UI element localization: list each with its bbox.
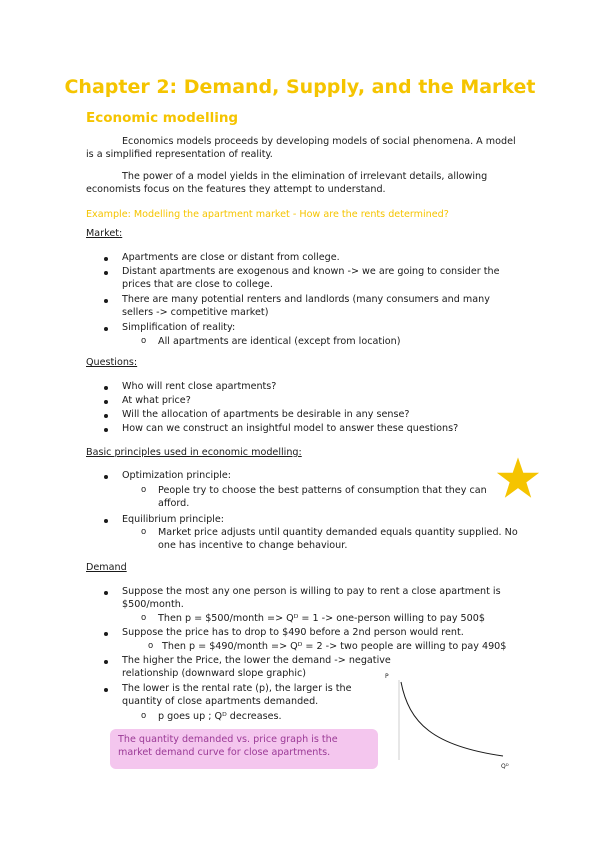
graph-x-label: Qᴰ	[501, 763, 509, 770]
questions-heading: Questions:	[86, 357, 138, 368]
bullet-dot	[104, 400, 108, 404]
bullet-dot	[104, 591, 108, 595]
market-bullet-4: Simplification of reality:	[122, 322, 236, 333]
principle-1-detail: People try to choose the best patterns of consumption that they can afford.	[158, 485, 487, 509]
principles-heading: Basic principles used in economic modelling:	[86, 447, 302, 458]
principle-2-detail: Market price adjusts until quantity demanded equals quantity supplied. No one has incentive to change behaviour.	[158, 527, 518, 551]
demand-curve-line	[401, 682, 503, 756]
principle-1-label: Optimization principle:	[122, 470, 232, 481]
question-4: How can we construct an insightful model to answer these questions?	[122, 423, 459, 434]
demand-curve-callout: The quantity demanded vs. price graph is the market demand curve for close apartments.	[110, 729, 378, 769]
star-icon	[496, 456, 540, 500]
bullet-dot	[104, 519, 108, 523]
bullet-dot	[104, 299, 108, 303]
chapter-title: Chapter 2: Demand, Supply, and the Market	[64, 76, 536, 98]
sub-bullet-marker: o	[141, 711, 147, 721]
question-2: At what price?	[122, 395, 191, 406]
bullet-dot	[104, 414, 108, 418]
sub-bullet-marker: o	[141, 527, 147, 537]
sub-bullet-marker: o	[141, 613, 147, 623]
demand-heading: Demand	[86, 562, 127, 573]
bullet-dot	[104, 257, 108, 261]
question-1: Who will rent close apartments?	[122, 381, 277, 392]
section-heading: Economic modelling	[86, 110, 239, 126]
graph-y-label: P	[385, 673, 389, 680]
bullet-dot	[104, 386, 108, 390]
market-bullet-2: Distant apartments are exogenous and known -> we are going to consider the prices that are close to college.	[122, 266, 500, 290]
bullet-dot	[104, 660, 108, 664]
intro-paragraph-2: The power of a model yields in the elimination of irrelevant details, allowing economists focus on the features they attempt to understand.	[86, 171, 488, 195]
demand-bullet-3: The higher the Price, the lower the demand -> negative relationship (downward slope graphic)	[122, 655, 391, 679]
principle-2-label: Equilibrium principle:	[122, 514, 225, 525]
intro-paragraph-1: Economics models proceeds by developing models of social phenomena. A model is a simplified representation of reality.	[86, 136, 516, 160]
question-3: Will the allocation of apartments be desirable in any sense?	[122, 409, 410, 420]
demand-bullet-2: Suppose the price has to drop to $490 before a 2nd person would rent.	[122, 627, 464, 638]
example-heading: Example: Modelling the apartment market - How are the rents determined?	[86, 209, 449, 220]
demand-sub-1: Then p = $500/month => Qᴰ = 1 -> one-person willing to pay 500$	[158, 613, 485, 624]
market-bullet-3: There are many potential renters and landlords (many consumers and many sellers -> competitive market)	[122, 294, 490, 318]
sub-bullet-marker: o	[148, 641, 154, 651]
demand-bullet-4: The lower is the rental rate (p), the larger is the quantity of close apartments demanded.	[122, 683, 352, 707]
market-bullet-1: Apartments are close or distant from college.	[122, 252, 340, 263]
demand-bullet-1: Suppose the most any one person is willing to pay to rent a close apartment is $500/month.	[122, 586, 501, 610]
bullet-dot	[104, 428, 108, 432]
market-heading: Market:	[86, 228, 123, 239]
sub-bullet-marker: o	[141, 336, 147, 346]
bullet-dot	[104, 475, 108, 479]
bullet-dot	[104, 327, 108, 331]
bullet-dot	[104, 271, 108, 275]
market-sub-bullet: All apartments are identical (except from location)	[158, 336, 401, 347]
bullet-dot	[104, 632, 108, 636]
bullet-dot	[104, 688, 108, 692]
demand-sub-2: Then p = $490/month => Qᴰ = 2 -> two people are willing to pay 490$	[162, 641, 507, 652]
demand-curve-graph	[383, 668, 523, 772]
demand-sub-4: p goes up ; Qᴰ decreases.	[158, 711, 282, 722]
sub-bullet-marker: o	[141, 485, 147, 495]
